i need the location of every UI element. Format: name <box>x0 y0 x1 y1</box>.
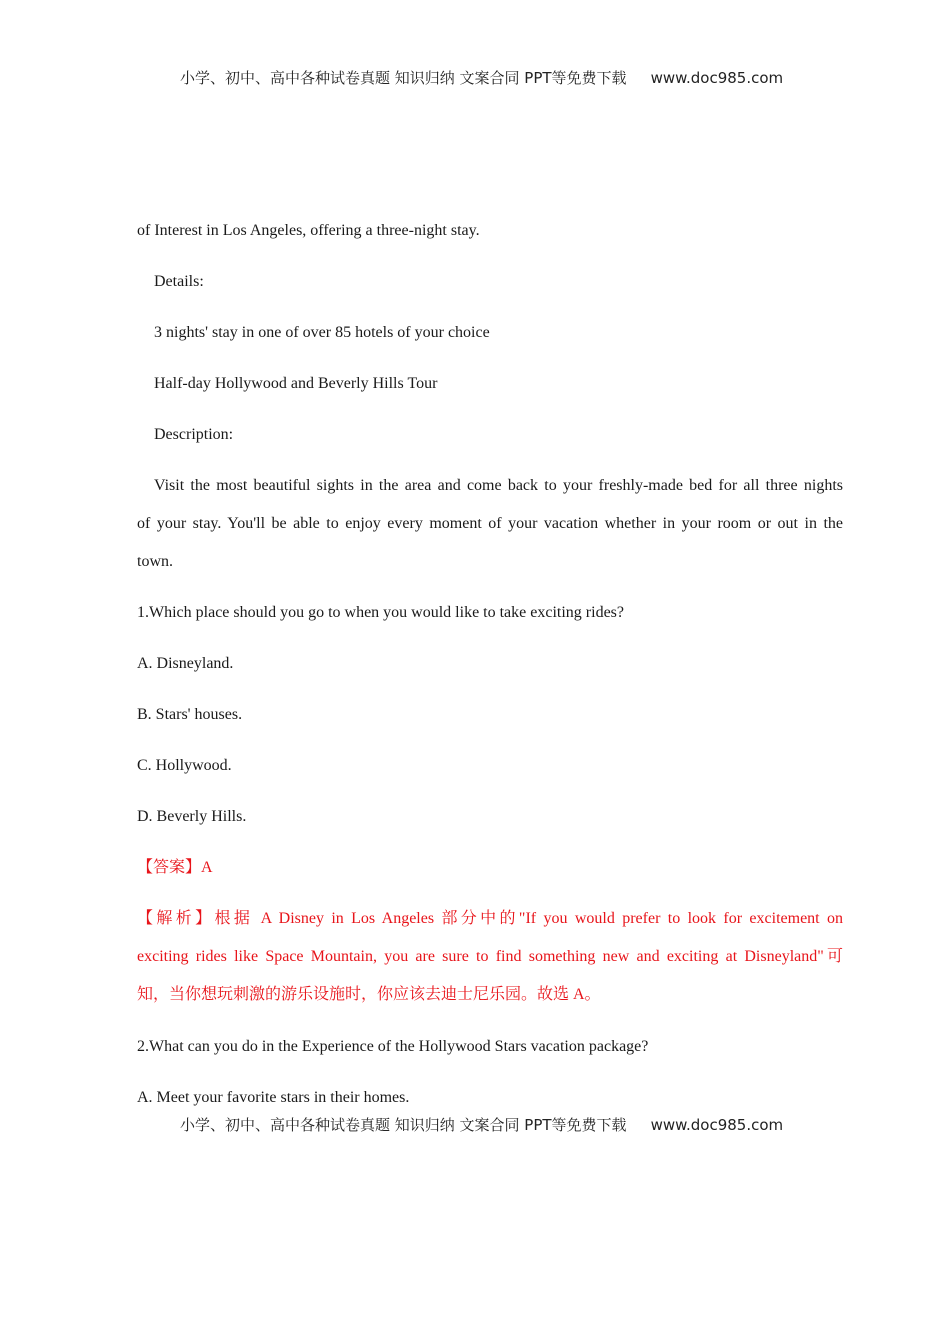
footer-site-link[interactable]: www.doc985.com <box>650 1116 784 1134</box>
page-footer <box>180 1115 783 1135</box>
question-1-analysis-line-1: 【解析】根据 A Disney in Los Angeles 部分中的"If you would prefer to look for excitement on <box>137 910 843 927</box>
header-text: 小学、初中、高中各种试卷真题 知识归纳 文案合同 PPT等免费下载 <box>180 69 627 87</box>
description-line-2: of your stay. You'll be able to enjoy every moment of your vacation whether in your room or out in the <box>137 515 843 532</box>
description-line-3: town. <box>137 553 173 570</box>
intro-continuation: of Interest in Los Angeles, offering a three-night stay. <box>137 222 480 239</box>
footer-text: 小学、初中、高中各种试卷真题 知识归纳 文案合同 PPT等免费下载 <box>180 1116 627 1134</box>
header-site-link[interactable]: www.doc985.com <box>650 69 784 87</box>
detail-item-1: 3 nights' stay in one of over 85 hotels of your choice <box>154 324 490 341</box>
question-2-stem: 2.What can you do in the Experience of the Hollywood Stars vacation package? <box>137 1038 649 1055</box>
question-2-option-a: A. Meet your favorite stars in their homes. <box>137 1089 410 1106</box>
question-1-option-b: B. Stars' houses. <box>137 706 243 723</box>
detail-item-2: Half-day Hollywood and Beverly Hills Tour <box>154 375 438 392</box>
description-line-1: Visit the most beautiful sights in the area and come back to your freshly-made bed for all three nights <box>154 477 843 494</box>
question-1-option-a: A. Disneyland. <box>137 655 234 672</box>
details-label: Details: <box>154 273 204 290</box>
page-header <box>180 68 783 88</box>
question-1-option-c: C. Hollywood. <box>137 757 232 774</box>
question-1-analysis-line-3: 知，当你想玩刺激的游乐设施时，你应该去迪士尼乐园。故选 A。 <box>137 986 601 1003</box>
question-1-stem: 1.Which place should you go to when you would like to take exciting rides? <box>137 604 624 621</box>
question-1-option-d: D. Beverly Hills. <box>137 808 247 825</box>
question-1-answer: 【答案】A <box>137 859 213 876</box>
description-label: Description: <box>154 426 234 443</box>
question-1-analysis-line-2: exciting rides like Space Mountain, you are sure to find something new and exciting at Disneyland"可 <box>137 948 843 965</box>
